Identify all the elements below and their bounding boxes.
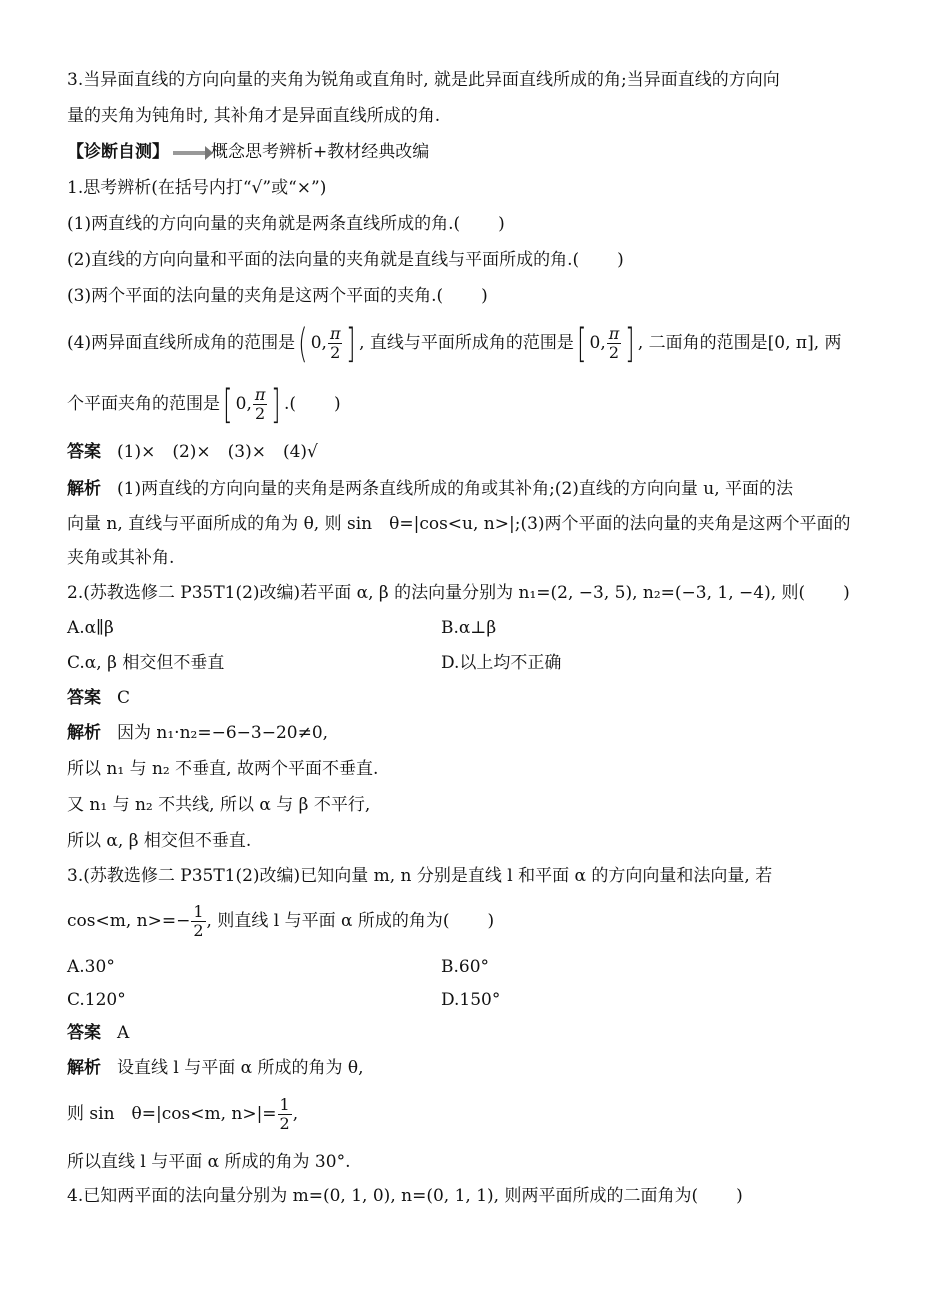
q3-option-c: C.120° <box>67 990 126 1010</box>
arrow-right-icon <box>173 149 207 157</box>
q2-answer: 答案 C <box>67 688 131 708</box>
q2-option-d: D.以上均不正确 <box>441 653 562 673</box>
q1-item-3: (3)两个平面的法向量的夹角是这两个平面的夹角.( ) <box>67 286 488 306</box>
q3-analysis-line3: 所以直线 l 与平面 α 所成的角为 30°. <box>67 1152 351 1172</box>
q2-option-b: B.α⊥β <box>441 618 497 638</box>
section-subtitle: 概念思考辨析+教材经典改编 <box>211 142 430 162</box>
q1-analysis-line3: 夹角或其补角. <box>67 548 175 568</box>
q1-answer: 答案 (1)× (2)× (3)× (4)√ <box>67 442 318 462</box>
fraction-pi-over-2: $\frac{\pi}{2}$ <box>254 385 266 423</box>
q2-options-row1 <box>67 616 890 640</box>
q1-analysis-line2: 向量 n, 直线与平面所成的角为 θ, 则 sin θ=|cos<u, n>|;(3)两个平面的法向量的夹角是这两个平面的 <box>67 514 851 534</box>
note3-line1: 3.当异面直线的方向向量的夹角为锐角或直角时, 就是此异面直线所成的角;当异面直线的方向向 <box>67 70 780 90</box>
q2-stem: 2.(苏教选修二 P35T1(2)改编)若平面 α, β 的法向量分别为 n₁=(2, −3, 5), n₂=(−3, 1, −4), 则( ) <box>67 583 850 603</box>
q1-item-4-line1: (4)两异面直线所成角的范围是( 0, $\frac{\pi}{2}$ ] , 直线与平面所成角的范围是[ 0, $\frac{\pi}{2}$ ] , 二面角的范围是[0, π], 两 <box>67 320 842 367</box>
q2-analysis-line2: 所以 n₁ 与 n₂ 不垂直, 故两个平面不垂直. <box>67 759 379 779</box>
q4-stem: 4.已知两平面的法向量分别为 m=(0, 1, 0), n=(0, 1, 1), 则两平面所成的二面角为( ) <box>67 1186 743 1206</box>
fraction-one-half: $\frac{1}{2}$ <box>279 1095 290 1133</box>
open-square-bracket: [ <box>576 320 587 367</box>
q3-answer: 答案 A <box>67 1023 130 1043</box>
q2-analysis-line3: 又 n₁ 与 n₂ 不共线, 所以 α 与 β 不平行, <box>67 795 371 815</box>
q1-item-4-line2: 个平面夹角的范围是[ 0, $\frac{\pi}{2}$ ] .( ) <box>67 381 341 428</box>
close-square-bracket: ] <box>346 320 356 367</box>
q3-analysis-line2: 则 sin θ=|cos<m, n>|= $\frac{1}{2}$ , <box>67 1095 299 1133</box>
open-paren-bracket: ( <box>298 320 308 367</box>
q2-analysis-line4: 所以 α, β 相交但不垂直. <box>67 831 252 851</box>
q3-option-a: A.30° <box>67 957 115 977</box>
q2-analysis-line1: 解析 因为 n₁·n₂=−6−3−20≠0, <box>67 723 329 743</box>
q1-stem: 1.思考辨析(在括号内打“√”或“×”) <box>67 178 327 198</box>
q2-options-row2 <box>67 651 890 675</box>
fraction-one-half: $\frac{1}{2}$ <box>193 902 204 940</box>
q3-options-row1 <box>67 955 890 979</box>
open-square-bracket: [ <box>223 381 233 428</box>
close-square-bracket: ] <box>271 381 281 428</box>
q3-analysis-line1: 解析 设直线 l 与平面 α 所成的角为 θ, <box>67 1058 364 1078</box>
note3-line2: 量的夹角为钝角时, 其补角才是异面直线所成的角. <box>67 106 441 126</box>
q3-option-d: D.150° <box>441 990 501 1010</box>
section-title: 【诊断自测】 <box>67 142 169 162</box>
q3-stem: 3.(苏教选修二 P35T1(2)改编)已知向量 m, n 分别是直线 l 和平面 α 的方向向量和法向量, 若 <box>67 866 773 886</box>
section-header <box>67 140 890 164</box>
close-square-bracket: ] <box>625 320 635 367</box>
q2-option-a: A.α∥β <box>67 618 114 638</box>
q2-option-c: C.α, β 相交但不垂直 <box>67 653 225 673</box>
q1-item-2: (2)直线的方向向量和平面的法向量的夹角就是直线与平面所成的角.( ) <box>67 250 624 270</box>
q1-analysis-line1: 解析 (1)两直线的方向向量的夹角是两条直线所成的角或其补角;(2)直线的方向向量 u, 平面的法 <box>67 479 794 499</box>
q3-options-row2 <box>67 988 890 1012</box>
q1-item-1: (1)两直线的方向向量的夹角就是两条直线所成的角.( ) <box>67 214 505 234</box>
q3-cos-line: cos<m, n>=− $\frac{1}{2}$ , 则直线 l 与平面 α 所成的角为( ) <box>67 902 495 940</box>
fraction-pi-over-2: $\frac{\pi}{2}$ <box>608 324 620 362</box>
fraction-pi-over-2: $\frac{\pi}{2}$ <box>329 324 341 362</box>
q3-option-b: B.60° <box>441 957 490 977</box>
